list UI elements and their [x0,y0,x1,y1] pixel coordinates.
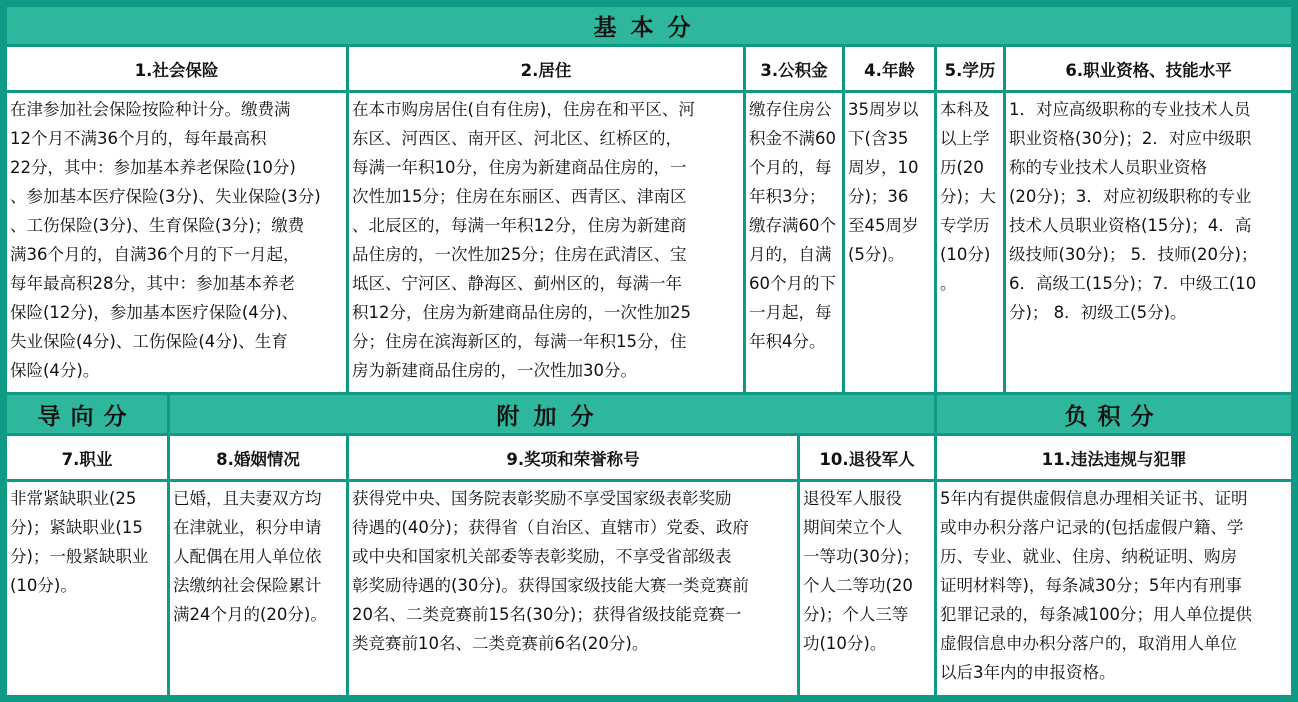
body-age: 35周岁以 下(含35 周岁，10 分)；36 至45周岁 (5分)。 [845,93,934,392]
header-social-insurance: 1.社会保险 [7,47,346,90]
body-residence: 在本市购房居住(自有住房)，住房在和平区、河 东区、河西区、南开区、河北区、红桥区的， 每满一年积10分，住房为新建商品住房的，一 次性加15分；住房在东丽区、西青区、津南区 、北辰区的，每满一年积12分，住房为新建商 品住房的，一次性加25分；住房在武清区、宝 坻区、宁河区、静海区、蓟州区的，每满一年 积12分，住房为新建商品住房的，一次性加25 分；住房在滨海新区的，每满一年积15分，住 房为新建商品住房的，一次性加30分。 [349,93,743,392]
section-basic-title: 基本分 [7,7,1291,44]
section-bonus-title: 附加分 [170,395,934,433]
body-awards: 获得党中央、国务院表彰奖励不享受国家级表彰奖励 待遇的(40分)；获得省（自治区、直辖市）党委、政府 或中央和国家机关部委等表彰奖励，不享受省部级表 彰奖励待遇的(30分)。获得国家级技能大赛一类竞赛前 20名、二类竞赛前15名(30分)；获得省级技能竞赛一 类竞赛前10名、二类竞赛前6名(20分)。 [349,482,797,695]
header-awards: 9.奖项和荣誉称号 [349,436,797,479]
body-occupation: 非常紧缺职业(25 分)；紧缺职业(15 分)；一般紧缺职业 (10分)。 [7,482,167,695]
header-marriage: 8.婚姻情况 [170,436,346,479]
header-violation: 11.违法违规与犯罪 [937,436,1291,479]
header-age: 4.年龄 [845,47,934,90]
body-social-insurance: 在津参加社会保险按险种计分。缴费满 12个月不满36个月的，每年最高积 22分，其中：参加基本养老保险(10分) 、参加基本医疗保险(3分)、失业保险(3分) 、工伤保险(3分)、生育保险(3分)；缴费 满36个月的，自满36个月的下一月起， 每年最高积28分，其中：参加基本养老 保险(12分)，参加基本医疗保险(4分)、 失业保险(4分)、工伤保险(4分)、生育 保险(4分)。 [7,93,346,392]
header-occupation: 7.职业 [7,436,167,479]
section-negative-title: 负积分 [937,395,1291,433]
header-housing-fund: 3.公积金 [746,47,842,90]
body-veteran: 退役军人服役 期间荣立个人 一等功(30分)； 个人二等功(20 分)；个人三等 功(10分)。 [800,482,934,695]
section-guide-title: 导向分 [7,395,167,433]
header-residence: 2.居住 [349,47,743,90]
header-veteran: 10.退役军人 [800,436,934,479]
body-marriage: 已婚，且夫妻双方均 在津就业，积分申请 人配偶在用人单位依 法缴纳社会保险累计 满24个月的(20分)。 [170,482,346,695]
header-qualification: 6.职业资格、技能水平 [1006,47,1291,90]
body-qualification: 1．对应高级职称的专业技术人员 职业资格(30分)；2．对应中级职 称的专业技术人员职业资格 (20分)；3．对应初级职称的专业 技术人员职业资格(15分)；4．高 级技师(30分)； 5．技师(20分)； 6．高级工(15分)；7．中级工(10 分)； 8．初级工(5分)。 [1006,93,1291,392]
header-education: 5.学历 [937,47,1003,90]
body-housing-fund: 缴存住房公 积金不满60 个月的，每 年积3分； 缴存满60个 月的，自满 60个月的下 一月起，每 年积4分。 [746,93,842,392]
body-education: 本科及 以上学 历(20 分)；大 专学历 (10分) 。 [937,93,1003,392]
body-violation: 5年内有提供虚假信息办理相关证书、证明 或申办积分落户记录的(包括虚假户籍、学 历、专业、就业、住房、纳税证明、购房 证明材料等)，每条减30分；5年内有刑事 犯罪记录的，每条减100分；用人单位提供 虚假信息申办积分落户的，取消用人单位 以后3年内的申报资格。 [937,482,1291,695]
